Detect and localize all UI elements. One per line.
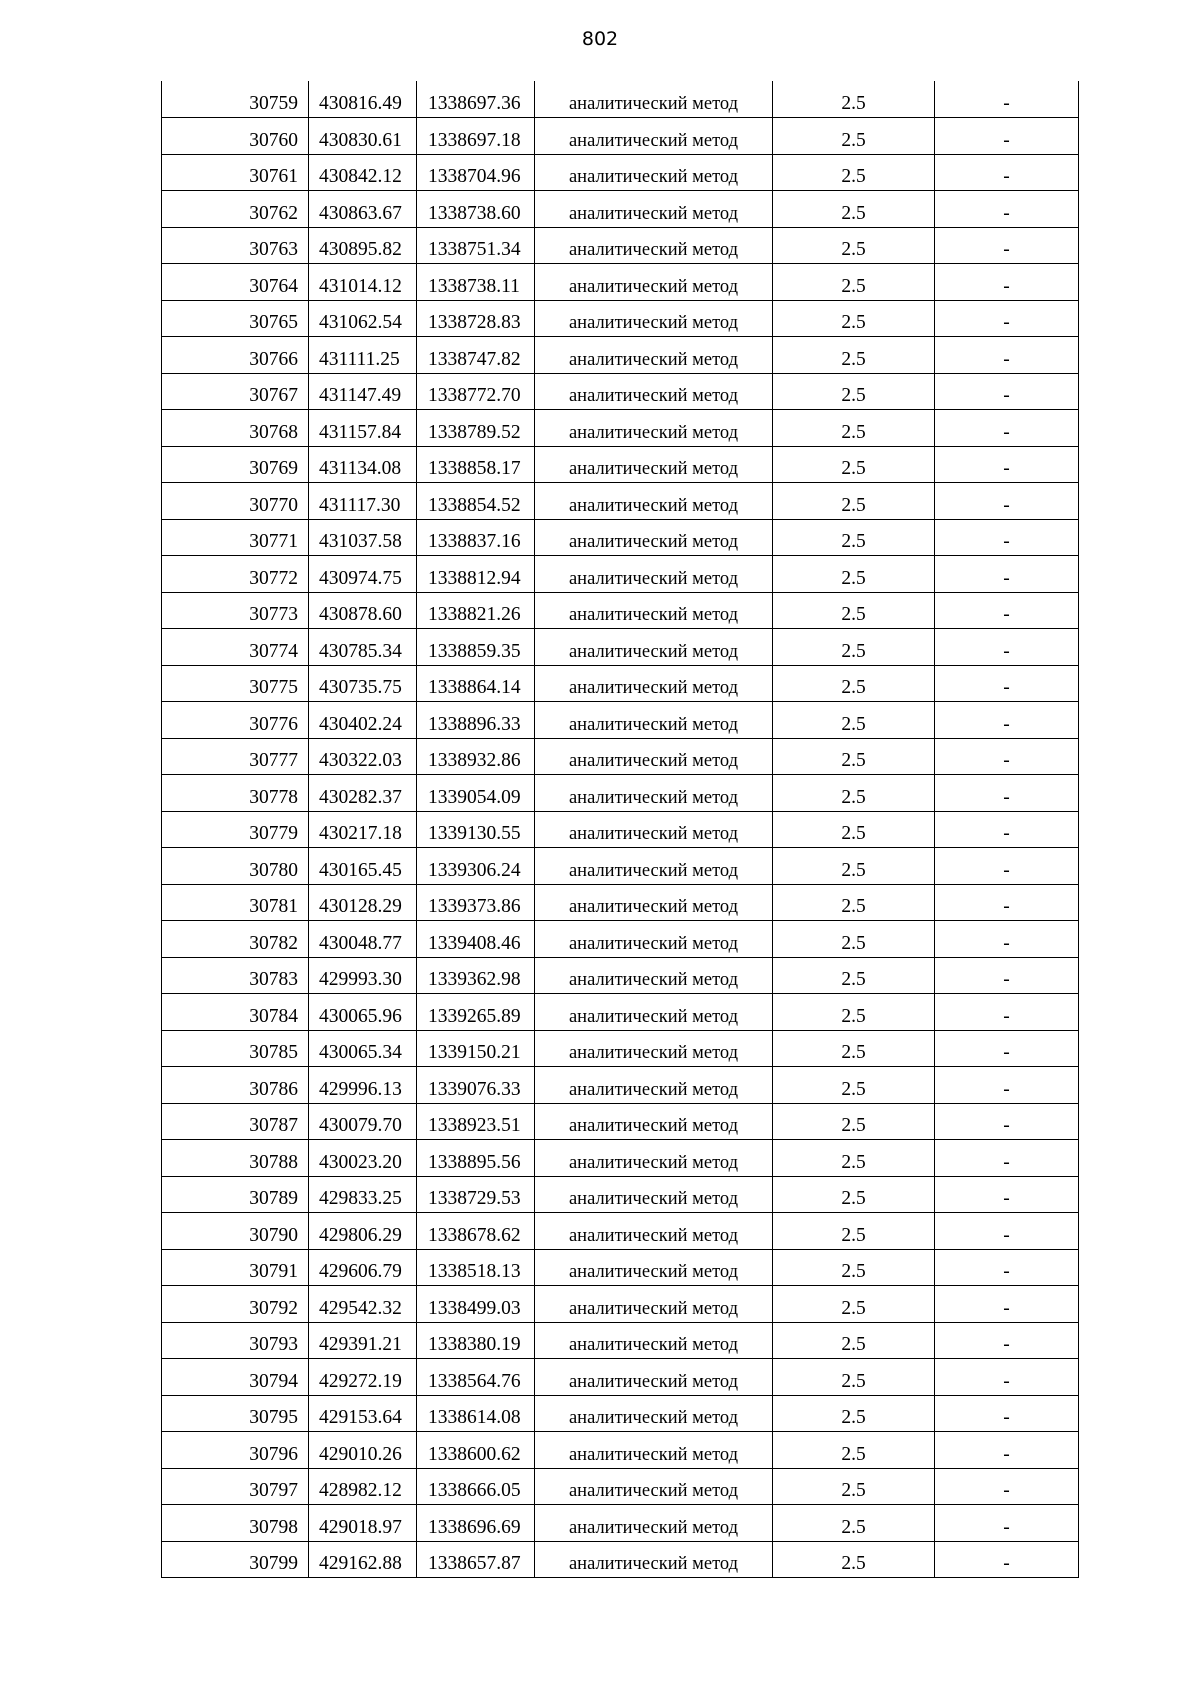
note-cell: - <box>935 154 1079 191</box>
x-coordinate-cell: 430816.49 <box>309 81 417 118</box>
x-coordinate-cell: 429010.26 <box>309 1432 417 1469</box>
x-coordinate-cell: 429272.19 <box>309 1359 417 1396</box>
note-cell: - <box>935 1213 1079 1250</box>
note-cell: - <box>935 1067 1079 1104</box>
point-number-cell: 30788 <box>162 1140 309 1177</box>
y-coordinate-cell: 1338600.62 <box>417 1432 535 1469</box>
accuracy-cell: 2.5 <box>773 556 935 593</box>
point-number-cell: 30773 <box>162 592 309 629</box>
x-coordinate-cell: 430217.18 <box>309 811 417 848</box>
page-number: 802 <box>581 28 619 50</box>
point-number-cell: 30780 <box>162 848 309 885</box>
y-coordinate-cell: 1339150.21 <box>417 1030 535 1067</box>
x-coordinate-cell: 429153.64 <box>309 1395 417 1432</box>
table-row <box>162 1140 1079 1177</box>
table-row <box>162 1176 1079 1213</box>
method-cell: аналитический метод <box>535 1505 773 1542</box>
point-number-cell: 30779 <box>162 811 309 848</box>
method-cell: аналитический метод <box>535 738 773 775</box>
table-row <box>162 446 1079 483</box>
y-coordinate-cell: 1338666.05 <box>417 1468 535 1505</box>
point-number-cell: 30767 <box>162 373 309 410</box>
accuracy-cell: 2.5 <box>773 519 935 556</box>
table-row <box>162 1395 1079 1432</box>
accuracy-cell: 2.5 <box>773 629 935 666</box>
y-coordinate-cell: 1338751.34 <box>417 227 535 264</box>
table-row <box>162 1213 1079 1250</box>
point-number-cell: 30774 <box>162 629 309 666</box>
method-cell: аналитический метод <box>535 1322 773 1359</box>
x-coordinate-cell: 431157.84 <box>309 410 417 447</box>
note-cell: - <box>935 556 1079 593</box>
note-cell: - <box>935 264 1079 301</box>
method-cell: аналитический метод <box>535 811 773 848</box>
point-number-cell: 30759 <box>162 81 309 118</box>
method-cell: аналитический метод <box>535 154 773 191</box>
accuracy-cell: 2.5 <box>773 81 935 118</box>
x-coordinate-cell: 430128.29 <box>309 884 417 921</box>
x-coordinate-cell: 429162.88 <box>309 1541 417 1578</box>
note-cell: - <box>935 811 1079 848</box>
y-coordinate-cell: 1338729.53 <box>417 1176 535 1213</box>
y-coordinate-cell: 1339408.46 <box>417 921 535 958</box>
y-coordinate-cell: 1339076.33 <box>417 1067 535 1104</box>
point-number-cell: 30790 <box>162 1213 309 1250</box>
table-row <box>162 264 1079 301</box>
method-cell: аналитический метод <box>535 994 773 1031</box>
method-cell: аналитический метод <box>535 264 773 301</box>
point-number-cell: 30794 <box>162 1359 309 1396</box>
y-coordinate-cell: 1338657.87 <box>417 1541 535 1578</box>
accuracy-cell: 2.5 <box>773 410 935 447</box>
note-cell: - <box>935 1030 1079 1067</box>
x-coordinate-cell: 431037.58 <box>309 519 417 556</box>
table-row <box>162 884 1079 921</box>
method-cell: аналитический метод <box>535 921 773 958</box>
table-row <box>162 665 1079 702</box>
note-cell: - <box>935 337 1079 374</box>
point-number-cell: 30760 <box>162 118 309 155</box>
accuracy-cell: 2.5 <box>773 1322 935 1359</box>
table-row <box>162 1103 1079 1140</box>
y-coordinate-cell: 1338789.52 <box>417 410 535 447</box>
x-coordinate-cell: 430023.20 <box>309 1140 417 1177</box>
table-row <box>162 1286 1079 1323</box>
note-cell: - <box>935 994 1079 1031</box>
x-coordinate-cell: 431117.30 <box>309 483 417 520</box>
x-coordinate-cell: 430322.03 <box>309 738 417 775</box>
point-number-cell: 30775 <box>162 665 309 702</box>
method-cell: аналитический метод <box>535 1176 773 1213</box>
y-coordinate-cell: 1338837.16 <box>417 519 535 556</box>
point-number-cell: 30771 <box>162 519 309 556</box>
method-cell: аналитический метод <box>535 300 773 337</box>
point-number-cell: 30768 <box>162 410 309 447</box>
x-coordinate-cell: 429606.79 <box>309 1249 417 1286</box>
y-coordinate-cell: 1338499.03 <box>417 1286 535 1323</box>
x-coordinate-cell: 429391.21 <box>309 1322 417 1359</box>
point-number-cell: 30785 <box>162 1030 309 1067</box>
y-coordinate-cell: 1339362.98 <box>417 957 535 994</box>
accuracy-cell: 2.5 <box>773 738 935 775</box>
note-cell: - <box>935 519 1079 556</box>
table-row <box>162 702 1079 739</box>
x-coordinate-cell: 431134.08 <box>309 446 417 483</box>
x-coordinate-cell: 431147.49 <box>309 373 417 410</box>
note-cell: - <box>935 1286 1079 1323</box>
note-cell: - <box>935 1541 1079 1578</box>
y-coordinate-cell: 1338564.76 <box>417 1359 535 1396</box>
method-cell: аналитический метод <box>535 410 773 447</box>
x-coordinate-cell: 430165.45 <box>309 848 417 885</box>
note-cell: - <box>935 1103 1079 1140</box>
y-coordinate-cell: 1338864.14 <box>417 665 535 702</box>
table-row <box>162 191 1079 228</box>
note-cell: - <box>935 884 1079 921</box>
method-cell: аналитический метод <box>535 446 773 483</box>
method-cell: аналитический метод <box>535 775 773 812</box>
method-cell: аналитический метод <box>535 957 773 994</box>
method-cell: аналитический метод <box>535 81 773 118</box>
accuracy-cell: 2.5 <box>773 884 935 921</box>
method-cell: аналитический метод <box>535 373 773 410</box>
table-row <box>162 483 1079 520</box>
table-row <box>162 738 1079 775</box>
point-number-cell: 30772 <box>162 556 309 593</box>
y-coordinate-cell: 1338380.19 <box>417 1322 535 1359</box>
method-cell: аналитический метод <box>535 629 773 666</box>
accuracy-cell: 2.5 <box>773 446 935 483</box>
y-coordinate-cell: 1338923.51 <box>417 1103 535 1140</box>
y-coordinate-cell: 1339306.24 <box>417 848 535 885</box>
y-coordinate-cell: 1338697.18 <box>417 118 535 155</box>
y-coordinate-cell: 1338859.35 <box>417 629 535 666</box>
x-coordinate-cell: 431111.25 <box>309 337 417 374</box>
x-coordinate-cell: 430785.34 <box>309 629 417 666</box>
note-cell: - <box>935 702 1079 739</box>
point-number-cell: 30798 <box>162 1505 309 1542</box>
y-coordinate-cell: 1338696.69 <box>417 1505 535 1542</box>
accuracy-cell: 2.5 <box>773 702 935 739</box>
x-coordinate-cell: 430830.61 <box>309 118 417 155</box>
accuracy-cell: 2.5 <box>773 921 935 958</box>
note-cell: - <box>935 665 1079 702</box>
accuracy-cell: 2.5 <box>773 1140 935 1177</box>
coordinates-table-body <box>162 81 1079 1578</box>
note-cell: - <box>935 300 1079 337</box>
note-cell: - <box>935 446 1079 483</box>
note-cell: - <box>935 848 1079 885</box>
accuracy-cell: 2.5 <box>773 775 935 812</box>
point-number-cell: 30797 <box>162 1468 309 1505</box>
x-coordinate-cell: 430863.67 <box>309 191 417 228</box>
point-number-cell: 30777 <box>162 738 309 775</box>
note-cell: - <box>935 81 1079 118</box>
point-number-cell: 30770 <box>162 483 309 520</box>
note-cell: - <box>935 227 1079 264</box>
point-number-cell: 30781 <box>162 884 309 921</box>
y-coordinate-cell: 1338854.52 <box>417 483 535 520</box>
accuracy-cell: 2.5 <box>773 191 935 228</box>
y-coordinate-cell: 1339373.86 <box>417 884 535 921</box>
note-cell: - <box>935 921 1079 958</box>
y-coordinate-cell: 1338614.08 <box>417 1395 535 1432</box>
accuracy-cell: 2.5 <box>773 1213 935 1250</box>
accuracy-cell: 2.5 <box>773 994 935 1031</box>
table-row <box>162 848 1079 885</box>
y-coordinate-cell: 1338738.60 <box>417 191 535 228</box>
accuracy-cell: 2.5 <box>773 848 935 885</box>
y-coordinate-cell: 1338704.96 <box>417 154 535 191</box>
table-row <box>162 921 1079 958</box>
x-coordinate-cell: 429542.32 <box>309 1286 417 1323</box>
point-number-cell: 30796 <box>162 1432 309 1469</box>
table-row <box>162 811 1079 848</box>
point-number-cell: 30761 <box>162 154 309 191</box>
accuracy-cell: 2.5 <box>773 337 935 374</box>
table-row <box>162 410 1079 447</box>
accuracy-cell: 2.5 <box>773 1432 935 1469</box>
y-coordinate-cell: 1338812.94 <box>417 556 535 593</box>
y-coordinate-cell: 1338858.17 <box>417 446 535 483</box>
method-cell: аналитический метод <box>535 1030 773 1067</box>
point-number-cell: 30776 <box>162 702 309 739</box>
note-cell: - <box>935 1176 1079 1213</box>
method-cell: аналитический метод <box>535 337 773 374</box>
note-cell: - <box>935 1468 1079 1505</box>
note-cell: - <box>935 775 1079 812</box>
accuracy-cell: 2.5 <box>773 300 935 337</box>
x-coordinate-cell: 430878.60 <box>309 592 417 629</box>
point-number-cell: 30786 <box>162 1067 309 1104</box>
accuracy-cell: 2.5 <box>773 1249 935 1286</box>
x-coordinate-cell: 430402.24 <box>309 702 417 739</box>
table-row <box>162 556 1079 593</box>
note-cell: - <box>935 1432 1079 1469</box>
method-cell: аналитический метод <box>535 1213 773 1250</box>
note-cell: - <box>935 1359 1079 1396</box>
table-row <box>162 1030 1079 1067</box>
x-coordinate-cell: 430735.75 <box>309 665 417 702</box>
x-coordinate-cell: 428982.12 <box>309 1468 417 1505</box>
y-coordinate-cell: 1338738.11 <box>417 264 535 301</box>
x-coordinate-cell: 431014.12 <box>309 264 417 301</box>
method-cell: аналитический метод <box>535 1541 773 1578</box>
y-coordinate-cell: 1338896.33 <box>417 702 535 739</box>
method-cell: аналитический метод <box>535 1395 773 1432</box>
method-cell: аналитический метод <box>535 592 773 629</box>
method-cell: аналитический метод <box>535 227 773 264</box>
point-number-cell: 30763 <box>162 227 309 264</box>
point-number-cell: 30795 <box>162 1395 309 1432</box>
accuracy-cell: 2.5 <box>773 1286 935 1323</box>
x-coordinate-cell: 430895.82 <box>309 227 417 264</box>
y-coordinate-cell: 1338895.56 <box>417 1140 535 1177</box>
accuracy-cell: 2.5 <box>773 1395 935 1432</box>
accuracy-cell: 2.5 <box>773 592 935 629</box>
accuracy-cell: 2.5 <box>773 957 935 994</box>
point-number-cell: 30792 <box>162 1286 309 1323</box>
method-cell: аналитический метод <box>535 483 773 520</box>
note-cell: - <box>935 483 1079 520</box>
y-coordinate-cell: 1339265.89 <box>417 994 535 1031</box>
point-number-cell: 30799 <box>162 1541 309 1578</box>
table-row <box>162 592 1079 629</box>
x-coordinate-cell: 430974.75 <box>309 556 417 593</box>
table-row <box>162 1067 1079 1104</box>
note-cell: - <box>935 191 1079 228</box>
method-cell: аналитический метод <box>535 1103 773 1140</box>
table-row <box>162 775 1079 812</box>
method-cell: аналитический метод <box>535 1140 773 1177</box>
point-number-cell: 30791 <box>162 1249 309 1286</box>
table-row <box>162 1322 1079 1359</box>
y-coordinate-cell: 1338697.36 <box>417 81 535 118</box>
accuracy-cell: 2.5 <box>773 118 935 155</box>
point-number-cell: 30782 <box>162 921 309 958</box>
y-coordinate-cell: 1338932.86 <box>417 738 535 775</box>
x-coordinate-cell: 430842.12 <box>309 154 417 191</box>
note-cell: - <box>935 1395 1079 1432</box>
point-number-cell: 30789 <box>162 1176 309 1213</box>
accuracy-cell: 2.5 <box>773 665 935 702</box>
x-coordinate-cell: 429806.29 <box>309 1213 417 1250</box>
method-cell: аналитический метод <box>535 1249 773 1286</box>
point-number-cell: 30787 <box>162 1103 309 1140</box>
table-row <box>162 154 1079 191</box>
note-cell: - <box>935 373 1079 410</box>
x-coordinate-cell: 430065.34 <box>309 1030 417 1067</box>
x-coordinate-cell: 431062.54 <box>309 300 417 337</box>
method-cell: аналитический метод <box>535 1286 773 1323</box>
method-cell: аналитический метод <box>535 665 773 702</box>
note-cell: - <box>935 1249 1079 1286</box>
accuracy-cell: 2.5 <box>773 483 935 520</box>
accuracy-cell: 2.5 <box>773 227 935 264</box>
table-row <box>162 1432 1079 1469</box>
method-cell: аналитический метод <box>535 118 773 155</box>
coordinates-table <box>161 81 1079 1578</box>
method-cell: аналитический метод <box>535 702 773 739</box>
note-cell: - <box>935 957 1079 994</box>
point-number-cell: 30778 <box>162 775 309 812</box>
accuracy-cell: 2.5 <box>773 264 935 301</box>
note-cell: - <box>935 1505 1079 1542</box>
table-row <box>162 1249 1079 1286</box>
x-coordinate-cell: 429833.25 <box>309 1176 417 1213</box>
method-cell: аналитический метод <box>535 556 773 593</box>
y-coordinate-cell: 1338518.13 <box>417 1249 535 1286</box>
x-coordinate-cell: 430079.70 <box>309 1103 417 1140</box>
table-row <box>162 373 1079 410</box>
y-coordinate-cell: 1338747.82 <box>417 337 535 374</box>
point-number-cell: 30764 <box>162 264 309 301</box>
table-row <box>162 957 1079 994</box>
x-coordinate-cell: 429018.97 <box>309 1505 417 1542</box>
x-coordinate-cell: 430048.77 <box>309 921 417 958</box>
x-coordinate-cell: 429996.13 <box>309 1067 417 1104</box>
note-cell: - <box>935 410 1079 447</box>
table-row <box>162 994 1079 1031</box>
y-coordinate-cell: 1338772.70 <box>417 373 535 410</box>
table-row <box>162 629 1079 666</box>
table-row <box>162 227 1079 264</box>
method-cell: аналитический метод <box>535 884 773 921</box>
accuracy-cell: 2.5 <box>773 1468 935 1505</box>
accuracy-cell: 2.5 <box>773 1505 935 1542</box>
note-cell: - <box>935 738 1079 775</box>
x-coordinate-cell: 430065.96 <box>309 994 417 1031</box>
point-number-cell: 30766 <box>162 337 309 374</box>
note-cell: - <box>935 118 1079 155</box>
y-coordinate-cell: 1339130.55 <box>417 811 535 848</box>
accuracy-cell: 2.5 <box>773 1359 935 1396</box>
method-cell: аналитический метод <box>535 1468 773 1505</box>
table-row <box>162 1505 1079 1542</box>
point-number-cell: 30783 <box>162 957 309 994</box>
point-number-cell: 30762 <box>162 191 309 228</box>
accuracy-cell: 2.5 <box>773 373 935 410</box>
point-number-cell: 30793 <box>162 1322 309 1359</box>
table-row <box>162 300 1079 337</box>
note-cell: - <box>935 1322 1079 1359</box>
y-coordinate-cell: 1338678.62 <box>417 1213 535 1250</box>
accuracy-cell: 2.5 <box>773 1176 935 1213</box>
table-row <box>162 519 1079 556</box>
accuracy-cell: 2.5 <box>773 1541 935 1578</box>
table-row <box>162 1468 1079 1505</box>
accuracy-cell: 2.5 <box>773 1030 935 1067</box>
method-cell: аналитический метод <box>535 191 773 228</box>
table-row <box>162 81 1079 118</box>
accuracy-cell: 2.5 <box>773 1067 935 1104</box>
method-cell: аналитический метод <box>535 1359 773 1396</box>
method-cell: аналитический метод <box>535 519 773 556</box>
y-coordinate-cell: 1338821.26 <box>417 592 535 629</box>
table-row <box>162 1541 1079 1578</box>
x-coordinate-cell: 430282.37 <box>309 775 417 812</box>
table-row <box>162 118 1079 155</box>
note-cell: - <box>935 1140 1079 1177</box>
x-coordinate-cell: 429993.30 <box>309 957 417 994</box>
accuracy-cell: 2.5 <box>773 1103 935 1140</box>
table-row <box>162 337 1079 374</box>
accuracy-cell: 2.5 <box>773 811 935 848</box>
method-cell: аналитический метод <box>535 1067 773 1104</box>
method-cell: аналитический метод <box>535 1432 773 1469</box>
point-number-cell: 30784 <box>162 994 309 1031</box>
accuracy-cell: 2.5 <box>773 154 935 191</box>
y-coordinate-cell: 1339054.09 <box>417 775 535 812</box>
table-row <box>162 1359 1079 1396</box>
note-cell: - <box>935 592 1079 629</box>
y-coordinate-cell: 1338728.83 <box>417 300 535 337</box>
point-number-cell: 30765 <box>162 300 309 337</box>
point-number-cell: 30769 <box>162 446 309 483</box>
note-cell: - <box>935 629 1079 666</box>
method-cell: аналитический метод <box>535 848 773 885</box>
